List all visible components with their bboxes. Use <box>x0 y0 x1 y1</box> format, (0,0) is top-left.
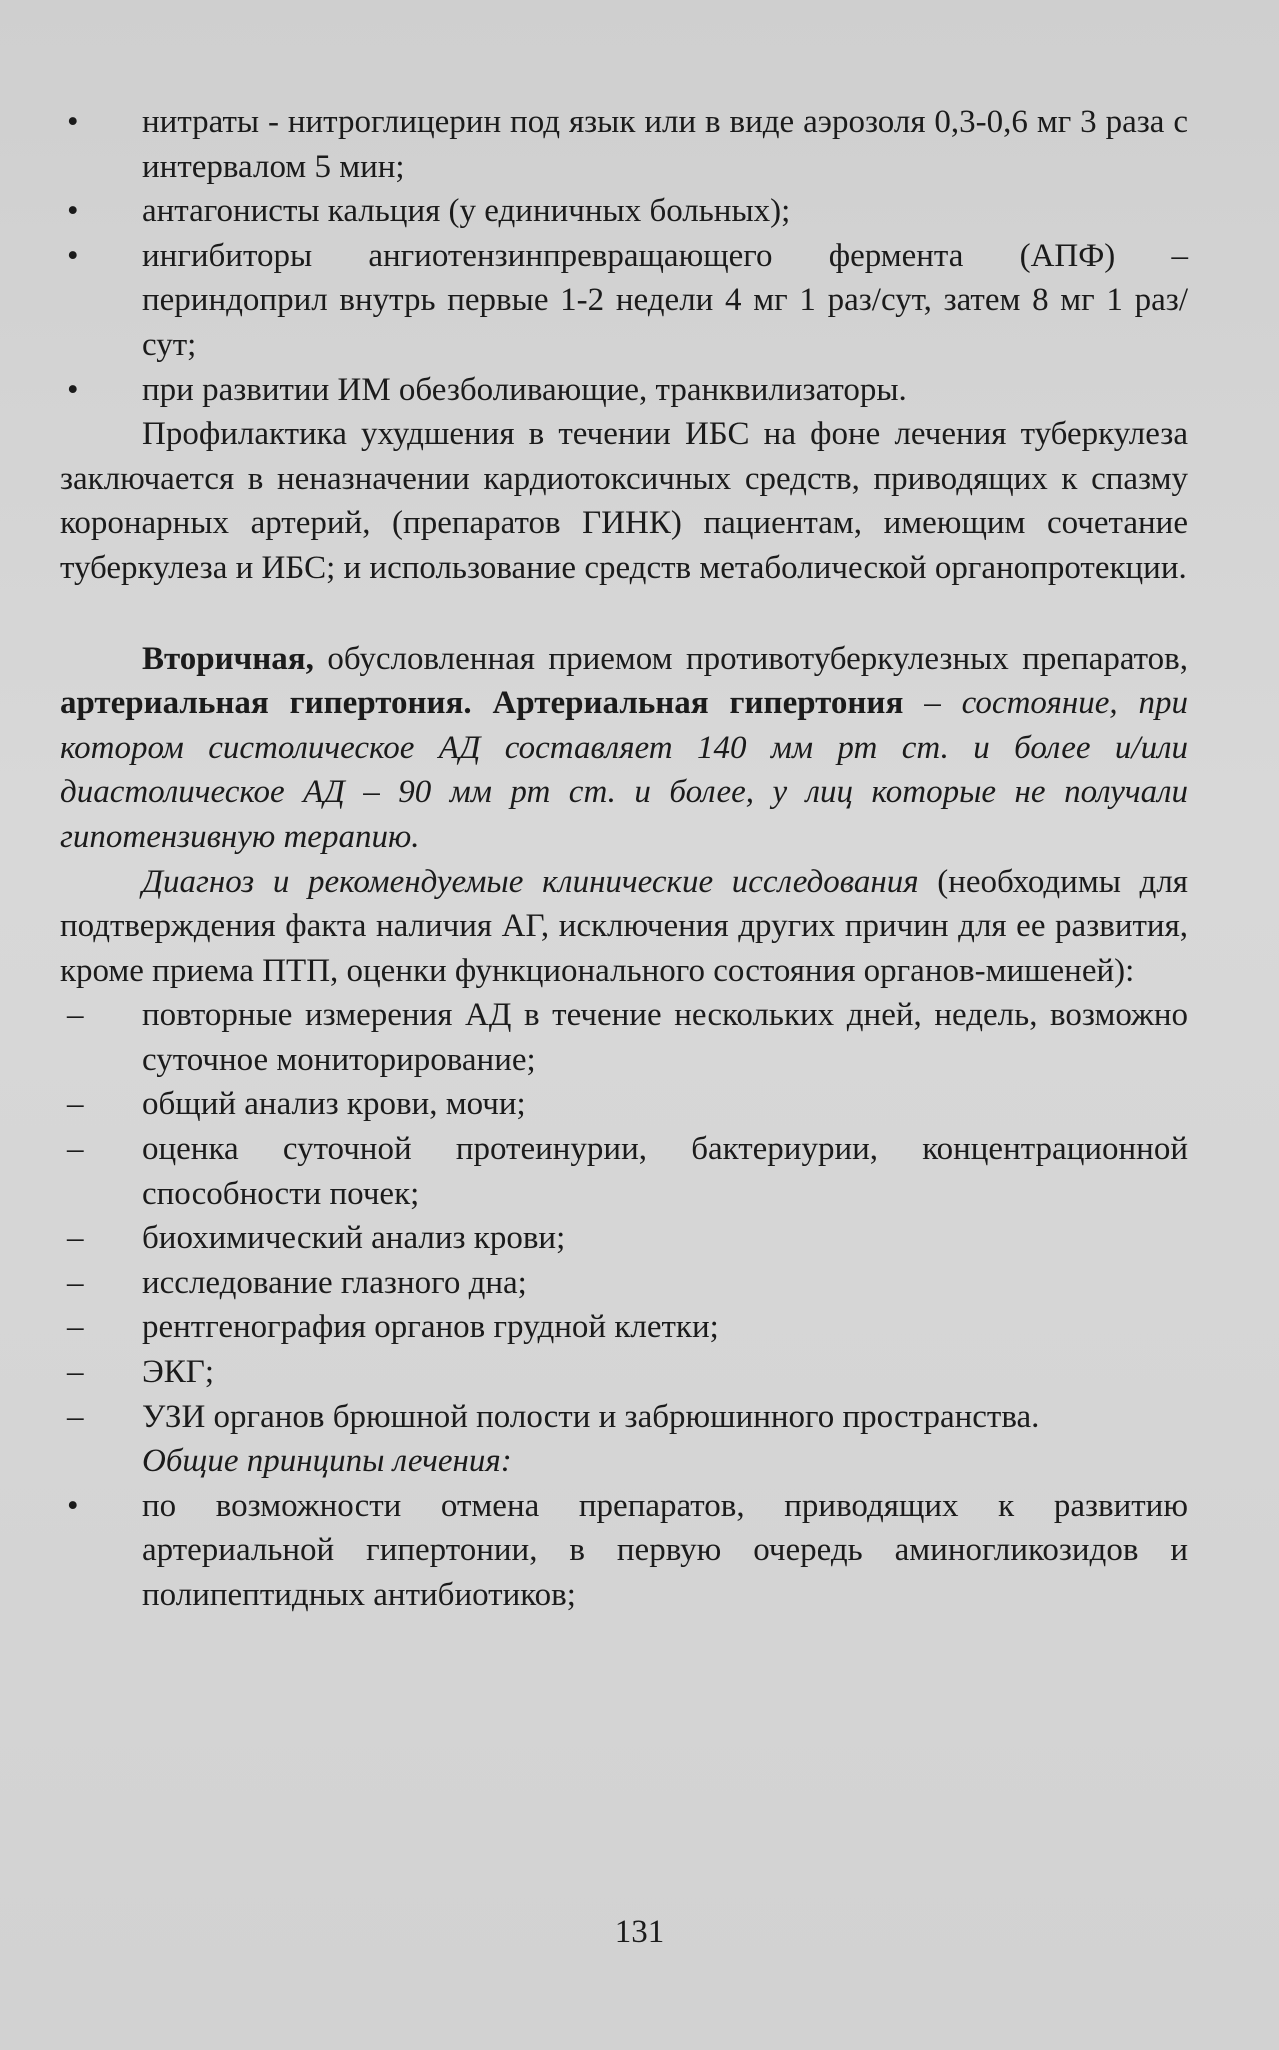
bullet-marker: • <box>67 104 79 140</box>
bullet-item <box>60 100 1188 189</box>
secondary-hypertension-paragraph <box>60 637 1188 860</box>
bullet-marker: • <box>67 1487 79 1524</box>
dash-text: повторные измерения АД в течение нескольких дней, недель, возможно суточное мониторирование; <box>142 997 1188 1078</box>
diagnosis-heading: Диагноз и рекомендуемые клинические исследования <box>142 863 919 900</box>
hypertension-term: артериальная гипертония. Артериальная гипертония <box>60 685 904 722</box>
dash-marker: – <box>67 1220 84 1257</box>
dash-marker: – <box>67 1309 84 1346</box>
dash-item <box>60 1127 1188 1216</box>
dash-item <box>60 993 1188 1082</box>
bullet-text: антагонисты кальция (у единичных больных); <box>142 193 791 230</box>
dash-item <box>60 1082 1188 1127</box>
bullet-item <box>60 189 1188 234</box>
paragraph-gap <box>60 591 1188 637</box>
dash-marker: – <box>67 1354 84 1391</box>
prevention-paragraph: Профилактика ухудшения в течении ИБС на фоне лечения туберкулеза заключается в неназначении кардиотоксичных средств, приводящих к спазму коронарных артерий, (препаратов ГИНК) пациентам, имеющим сочетание туберкулеза и ИБС; и использование средств метаболической органопротекции. <box>60 416 1188 586</box>
dash-text: биохимический анализ крови; <box>142 1220 566 1257</box>
treatment-principles-heading <box>60 1439 1188 1484</box>
bullet-item <box>60 1484 1188 1618</box>
bullet-item <box>60 368 1188 413</box>
secondary-lead: Вторичная, <box>142 640 314 677</box>
dash-marker: – <box>67 997 84 1034</box>
dash-marker: – <box>67 1264 84 1301</box>
dash-item <box>60 1305 1188 1350</box>
dash-marker: – <box>67 1086 84 1123</box>
bullet-marker: • <box>67 371 79 408</box>
dash-item <box>60 1261 1188 1306</box>
hypertension-definition: – состояние, при котором систолическое АД составляет 140 мм рт ст. и более и/или диастолическое АД – 90 мм рт ст. и более, у лиц которые не получали гипотензивную терапию. <box>60 685 1188 855</box>
page-number: 131 <box>614 1914 665 1950</box>
bullet-text: ингибиторы ангиотензинпревращающего фермента (АПФ) – периндоприл внутрь первые 1-2 недели 4 мг 1 раз/сут, затем 8 мг 1 раз/сут; <box>142 237 1188 363</box>
dash-text: ЭКГ; <box>142 1354 215 1391</box>
diagnosis-text: (необходимы для подтверждения факта наличия АГ, исключения других причин для ее развития, кроме приема ПТП, оценки функционального состояния органов-мишеней): <box>60 863 1188 989</box>
dash-text: рентгенография органов грудной клетки; <box>142 1309 719 1346</box>
dash-text: оценка суточной протеинурии, бактериурии, концентрационной способности почек; <box>142 1131 1188 1212</box>
dash-item <box>60 1350 1188 1395</box>
dash-text: общий анализ крови, мочи; <box>142 1086 526 1123</box>
secondary-text: обусловленная приемом противотуберкулезных препаратов, <box>313 640 1188 677</box>
dash-marker: – <box>67 1131 84 1168</box>
bullet-text: по возможности отмена препаратов, приводящих к развитию артериальной гипертонии, в первую очередь аминогликозидов и полипептидных антибиотиков; <box>142 1487 1188 1613</box>
principles-heading-text: Общие принципы лечения: <box>142 1443 512 1480</box>
dash-text: исследование глазного дна; <box>142 1264 527 1301</box>
bullet-text: при развитии ИМ обезболивающие, транквилизаторы. <box>142 371 907 408</box>
page-content <box>60 100 1188 1618</box>
bullet-marker: • <box>67 193 79 230</box>
dash-item <box>60 1395 1188 1440</box>
dash-item <box>60 1216 1188 1261</box>
bullet-item <box>60 234 1188 368</box>
bullet-marker: • <box>67 237 79 274</box>
dash-marker: – <box>67 1398 84 1435</box>
bullet-text: нитраты - нитроглицерин под язык или в виде аэрозоля 0,3-0,6 мг 3 раза с интервалом 5 мин; <box>142 104 1188 185</box>
diagnosis-paragraph <box>60 860 1188 994</box>
dash-text: УЗИ органов брюшной полости и забрюшинного пространства. <box>142 1398 1040 1435</box>
